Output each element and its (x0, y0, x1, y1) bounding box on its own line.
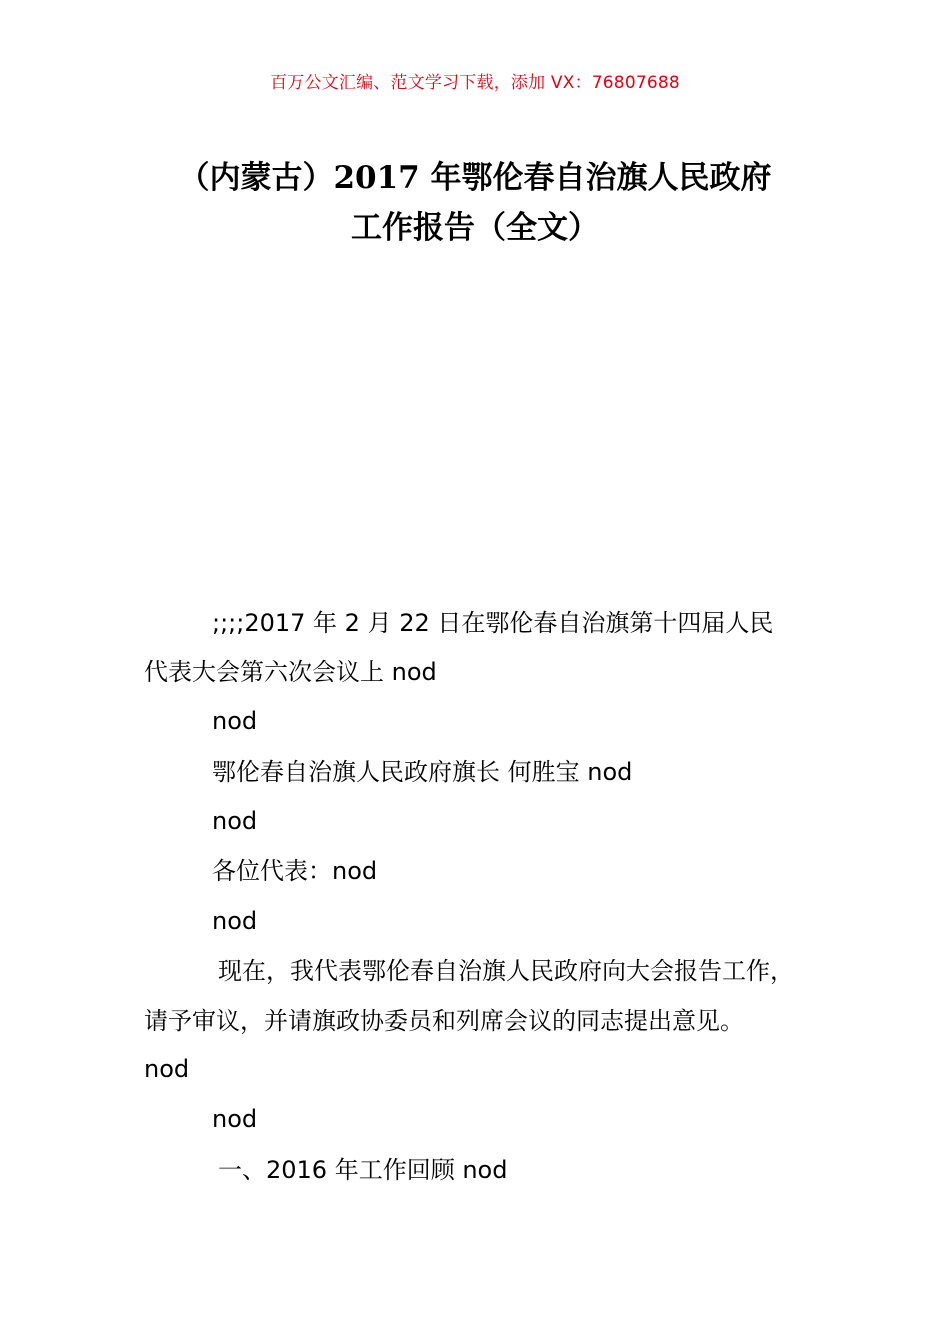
body-line: 现在，我代表鄂伦春自治旗人民政府向大会报告工作， (218, 957, 794, 985)
section-heading: 一、2016 年工作回顾 nod (218, 1156, 508, 1184)
header-contact-note: 百万公文汇编、范文学习下载，添加 VX：76807688 (270, 73, 680, 93)
body-line: nod (212, 707, 258, 735)
body-line: nod (212, 907, 258, 935)
body-line: nod (212, 1105, 258, 1133)
body-line: 鄂伦春自治旗人民政府旗长 何胜宝 nod (212, 758, 633, 786)
document-title-line-2: 工作报告（全文） (351, 210, 599, 246)
body-line: 请予审议，并请旗政协委员和列席会议的同志提出意见。 (144, 1007, 744, 1035)
body-line: nod (144, 1055, 190, 1083)
body-line: nod (212, 807, 258, 835)
document-title-line-1: （内蒙古）2017 年鄂伦春自治旗人民政府 (178, 160, 772, 196)
body-line: ;;;;2017 年 2 月 22 日在鄂伦春自治旗第十四届人民 (212, 609, 774, 637)
body-line: 代表大会第六次会议上 nod (144, 658, 437, 686)
body-line: 各位代表：nod (212, 857, 378, 885)
